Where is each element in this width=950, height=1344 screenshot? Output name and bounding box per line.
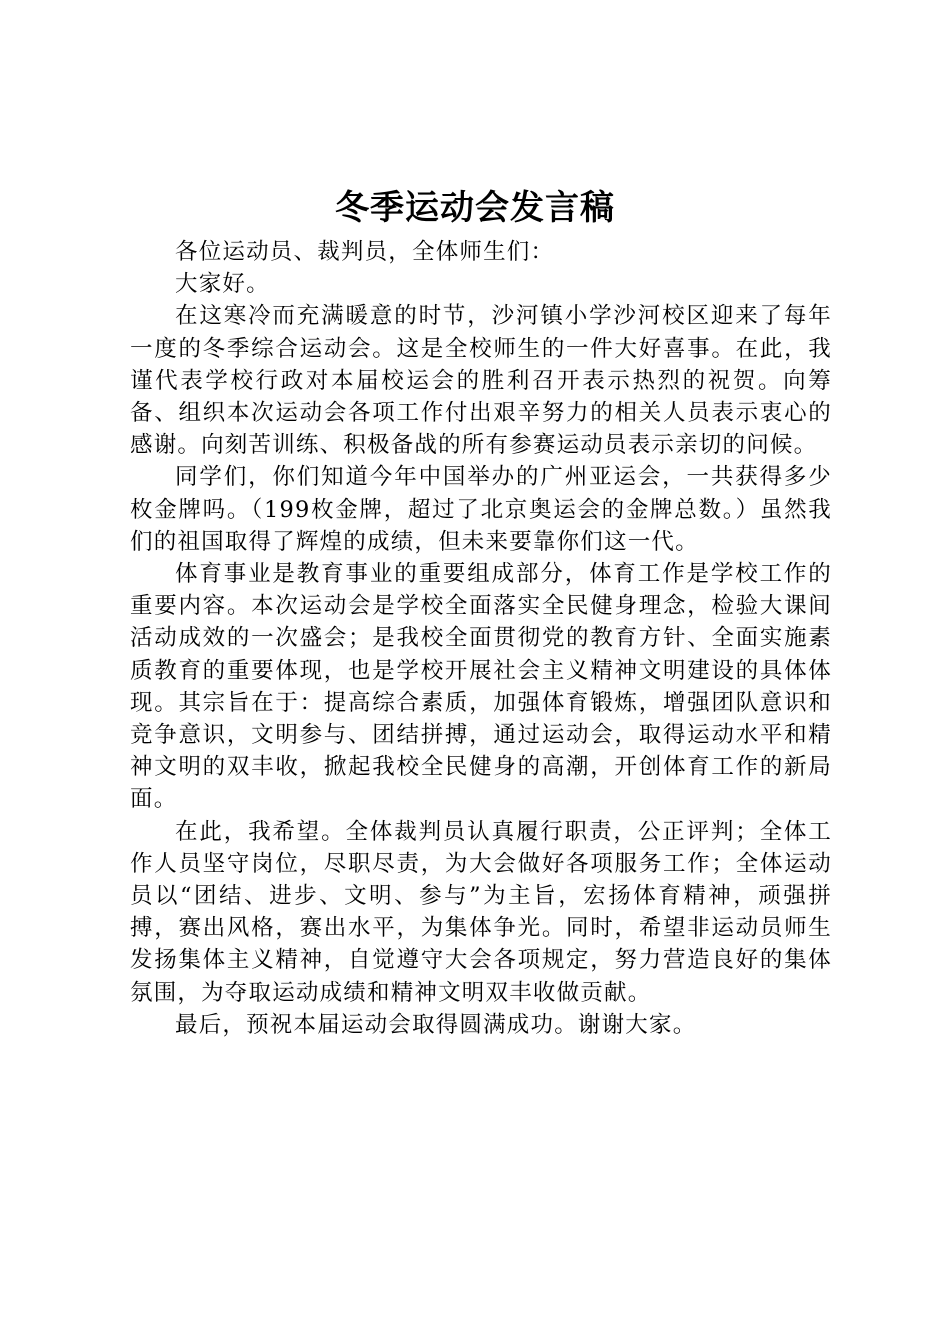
document-body xyxy=(130,236,832,1041)
document-title: 冬季运动会发言稿 xyxy=(335,188,615,228)
salutation: 各位运动员、裁判员，全体师生们： xyxy=(175,239,555,265)
paragraph-asian-games: 同学们，你们知道今年中国举办的广州亚运会，一共获得多少枚金牌吗。（199枚金牌，超过了北京奥运会的金牌总数。）虽然我们的祖国取得了辉煌的成绩，但未来要靠你们这一代。 xyxy=(130,464,832,555)
paragraph-hopes: 在此，我希望。全体裁判员认真履行职责，公正评判；全体工作人员坚守岗位，尽职尽责，为大会做好各项服务工作；全体运动员以“团结、进步、文明、参与”为主旨，宏扬体育精神，顽强拼搏，赛出风格，赛出水平，为集体争光。同时，希望非运动员师生发扬集体主义精神，自觉遵守大会各项规定，努力营造良好的集体氛围，为夺取运动成绩和精神文明双丰收做贡献。 xyxy=(130,818,832,1006)
paragraph-closing: 最后，预祝本届运动会取得圆满成功。谢谢大家。 xyxy=(175,1011,697,1038)
paragraph-purpose: 体育事业是教育事业的重要组成部分，体育工作是学校工作的重要内容。本次运动会是学校全面落实全民健身理念，检验大课间活动成效的一次盛会；是我校全面贯彻党的教育方针、全面实施素质教育的重要体现，也是学校开展社会主义精神文明建设的具体体现。其宗旨在于：提高综合素质，加强体育锻炼，增强团队意识和竞争意识，文明参与、团结拼搏，通过运动会，取得运动水平和精神文明的双丰收，掀起我校全民健身的高潮，开创体育工作的新局面。 xyxy=(130,561,832,813)
greeting: 大家好。 xyxy=(175,271,270,298)
paragraph-opening: 在这寒冷而充满暖意的时节，沙河镇小学沙河校区迎来了每年一度的冬季综合运动会。这是全校师生的一件大好喜事。在此，我谨代表学校行政对本届校运会的胜利召开表示热烈的祝贺。向筹备、组织本次运动会各项工作付出艰辛努力的相关人员表示衷心的感谢。向刻苦训练、积极备战的所有参赛运动员表示亲切的问候。 xyxy=(130,303,832,459)
